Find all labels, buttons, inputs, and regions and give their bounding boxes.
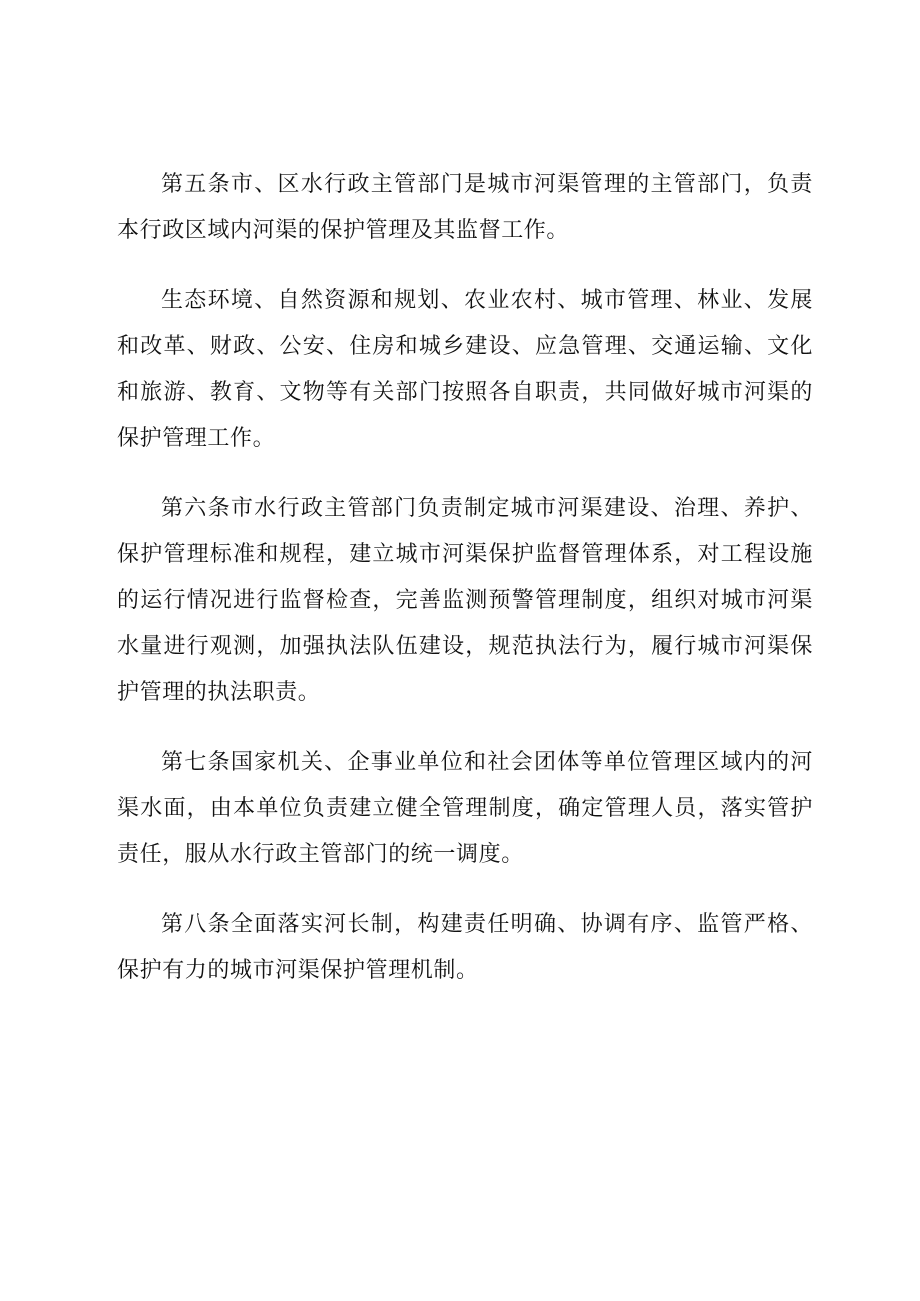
paragraph-article-8: 第八条全面落实河长制，构建责任明确、协调有序、监管严格、保护有力的城市河渠保护管理机制。	[117, 912, 813, 983]
paragraph-article-6: 第六条市水行政主管部门负责制定城市河渠建设、治理、养护、保护管理标准和规程，建立城市河渠保护监督管理体系，对工程设施的运行情况进行监督检查，完善监测预警管理制度，组织对城市河渠水量进行观测，加强执法队伍建设，规范执法行为，履行城市河渠保护管理的执法职责。	[117, 496, 813, 705]
paragraph-article-5: 第五条市、区水行政主管部门是城市河渠管理的主管部门，负责本行政区域内河渠的保护管理及其监督工作。	[117, 172, 813, 243]
document-body	[117, 162, 813, 1018]
paragraph-related-departments: 生态环境、自然资源和规划、农业农村、城市管理、林业、发展和改革、财政、公安、住房和城乡建设、应急管理、交通运输、文化和旅游、教育、文物等有关部门按照各自职责，共同做好城市河渠的保护管理工作。	[117, 288, 813, 451]
paragraph-article-7: 第七条国家机关、企事业单位和社会团体等单位管理区域内的河渠水面，由本单位负责建立健全管理制度，确定管理人员，落实管护责任，服从水行政主管部门的统一调度。	[117, 750, 813, 867]
